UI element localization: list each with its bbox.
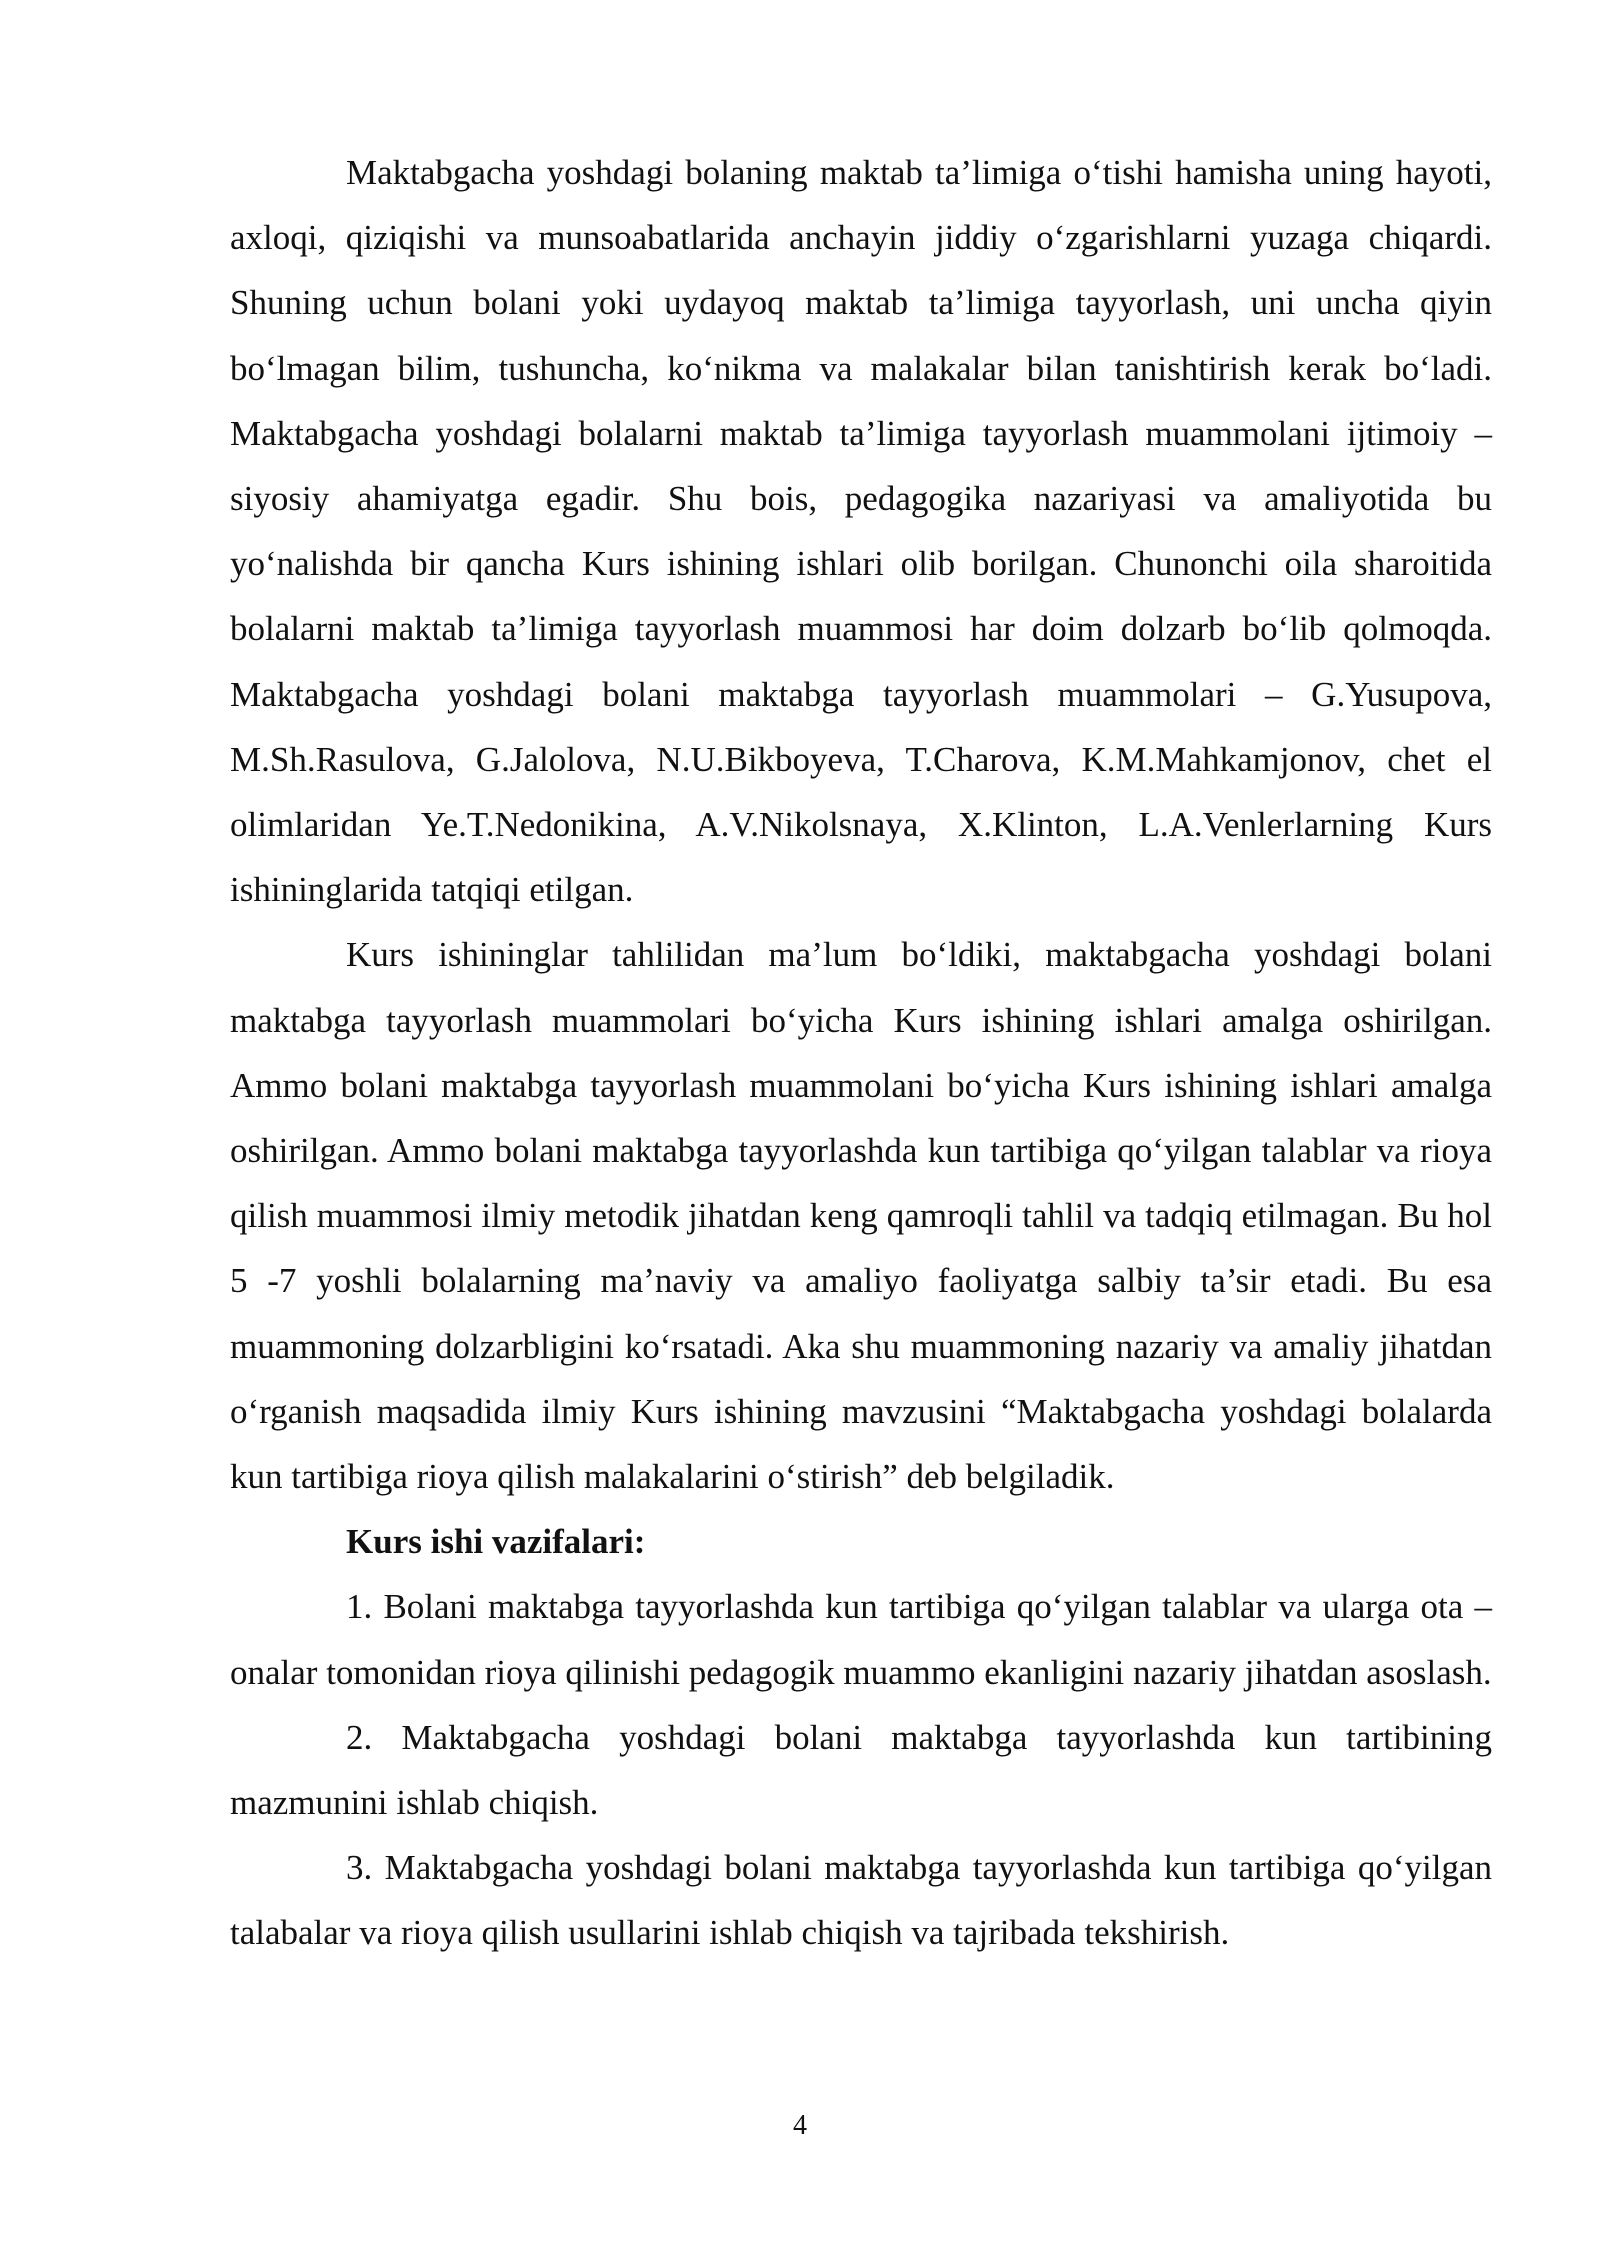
- body-paragraph-1: Maktabgacha yoshdagi bolaning maktab ta’limiga o‘tishi hamisha uning hayoti, axloqi, qiziqishi va munsoabatlarida anchayin jiddiy o‘zgarishlarni yuzaga chiqardi. Shuning uchun bolani yoki uydayoq maktab ta’limiga tayyorlash, uni uncha qiyin bo‘lmagan bilim, tushuncha, ko‘nikma va malakalar bilan tanishtirish kerak bo‘ladi. Maktabgacha yoshdagi bolalarni maktab ta’limiga tayyorlash muammolani ijtimoiy –siyosiy ahamiyatga egadir. Shu bois, pedagogika nazariyasi va amaliyotida bu yo‘nalishda bir qancha Kurs ishining ishlari olib borilgan. Chunonchi oila sharoitida bolalarni maktab ta’limiga tayyorlash muammosi har doim dolzarb bo‘lib qolmoqda. Maktabgacha yoshdagi bolani maktabga tayyorlash muammolari – G.Yusupova, M.Sh.Rasulova, G.Jalolova, N.U.Bikboyeva, T.Charova, K.M.Mahkamjonov, chet el olimlaridan Ye.T.Nedonikina, A.V.Nikolsnaya, X.Klinton, L.A.Venlerlarning Kurs ishininglarida tatqiqi etilgan.: [230, 153, 1492, 910]
- body-paragraph-2: Kurs ishininglar tahlilidan ma’lum bo‘ldiki, maktabgacha yoshdagi bolani maktabga tayyorlash muammolari bo‘yicha Kurs ishining ishlari amalga oshirilgan. Ammo bolani maktabga tayyorlash muammolani bo‘yicha Kurs ishining ishlari amalga oshirilgan. Ammo bolani maktabga tayyorlashda kun tartibiga qo‘yilgan talablar va rioya qilish muammosi ilmiy metodik jihatdan keng qamroqli tahlil va tadqiq etilmagan. Bu hol 5 -7 yoshli bolalarning ma’naviy va amaliyo faoliyatga salbiy ta’sir etadi. Bu esa muammoning dolzarbligini ko‘rsatadi. Aka shu muammoning nazariy va amaliy jihatdan o‘rganish maqsadida ilmiy Kurs ishining mavzusini “Maktabgacha yoshdagi bolalarda kun tartibiga rioya qilish malakalarini o‘stirish” deb belgiladik.: [230, 935, 1492, 1497]
- tasks-heading: Kurs ishi vazifalari:: [346, 1522, 646, 1562]
- page-number: 4: [793, 2110, 807, 2141]
- task-item-3: 3. Maktabgacha yoshdagi bolani maktabga tayyorlashda kun tartibiga qo‘yilgan talabalar va rioya qilish usullarini ishlab chiqish va tajribada tekshirish.: [230, 1848, 1492, 1953]
- task-item-1: 1. Bolani maktabga tayyorlashda kun tartibiga qo‘yilgan talablar va ularga ota –onalar tomonidan rioya qilinishi pedagogik muammo ekanligini nazariy jihatdan asoslash.: [230, 1587, 1492, 1692]
- document-page: [230, 140, 1492, 1966]
- task-item-2: 2. Maktabgacha yoshdagi bolani maktabga tayyorlashda kun tartibining mazmunini ishlab chiqish.: [230, 1717, 1492, 1823]
